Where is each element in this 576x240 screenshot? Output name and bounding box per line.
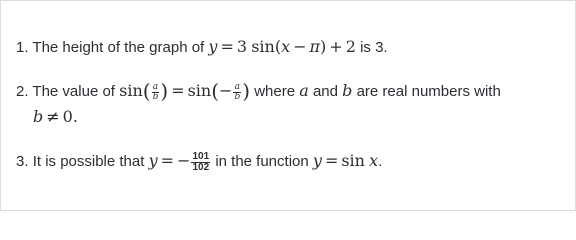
statement-2-continuation [33,107,78,128]
statement-text: and [312,83,338,100]
math-operator: = [160,151,175,170]
math-operator: − [177,151,191,170]
fraction-numerator: a [234,81,241,92]
math-fraction [233,83,241,102]
statement-number: 1. [16,39,29,56]
fraction-numerator: a [152,81,159,92]
statement-text: is 3. [360,39,388,56]
math-variable: y [312,151,322,170]
math-constant: π [309,37,321,56]
math-variable: a [299,81,309,100]
math-number: 3 [236,37,248,56]
statement-text: where [254,83,296,100]
math-paren: ) [320,37,327,56]
math-function: sin [341,151,365,170]
statement-number: 3. [16,153,29,170]
fraction-denominator: b [152,91,159,102]
math-variable: b [342,81,353,100]
statement-text: in the function [215,153,309,170]
fraction-numerator: 101 [192,150,210,162]
math-paren: ( [274,37,282,56]
math-variable: y [208,37,218,56]
math-variable: y [148,151,158,170]
statement-text: The height of the graph of [32,39,205,56]
math-fraction [191,152,210,173]
math-operator: = [324,151,339,170]
math-paren: ) [242,79,251,103]
statement-text: The value of [32,83,115,100]
math-operator: − [293,37,307,56]
statement-1 [16,37,388,58]
math-variable: x [369,151,379,170]
statement-2 [16,81,501,102]
math-variable: x [281,37,291,56]
math-operator: = [220,37,234,56]
math-fraction [152,83,160,102]
math-operator: = [171,81,185,100]
fraction-denominator: b [234,91,241,102]
statement-number: 2. [16,83,29,100]
statement-text: It is possible that [32,153,145,170]
statement-punctuation: . [378,153,383,170]
math-operator: + [329,37,343,56]
math-paren: ( [211,79,220,103]
math-variable: b [33,107,44,126]
math-paren: ) [160,79,169,103]
math-function: sin [119,81,143,100]
math-operator: − [219,81,233,100]
math-function: sin [251,37,275,56]
math-number: 2 [345,37,356,56]
math-paren: ( [142,79,151,103]
math-function: sin [187,81,212,100]
statement-3 [16,151,382,173]
statement-text: are real numbers with [356,83,501,100]
math-number: 0. [62,107,78,126]
math-operator: ≠ [46,107,60,126]
fraction-denominator: 102 [192,161,210,173]
